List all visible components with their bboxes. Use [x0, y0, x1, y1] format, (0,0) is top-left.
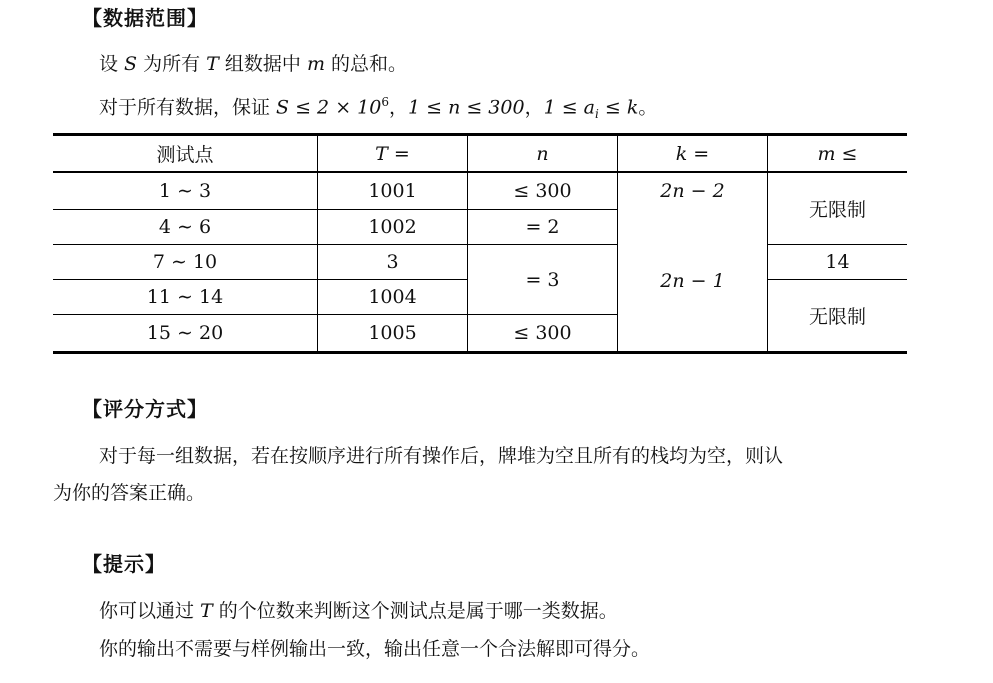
cell-n-2: = 2	[525, 216, 560, 238]
header-tests: 测试点	[156, 144, 214, 166]
cell-n-3-merged: = 3	[525, 268, 560, 291]
hint-line-1: 你可以通过 T 的个位数来判断这个测试点是属于哪一类数据。	[99, 600, 618, 622]
cell-tests-3: 7 ∼ 10	[152, 251, 218, 273]
cell-T-1: 1001	[368, 180, 417, 202]
data-range-line-2: 对于所有数据，保证 $S \le 2 \times 10^6$，1 ≤ n ≤ 300，$1 \le a_i \le k$。	[99, 95, 658, 122]
header-T: T =	[375, 142, 410, 165]
header-k: k =	[675, 142, 710, 165]
header-n: n	[536, 142, 549, 165]
cell-m-2: 14	[825, 251, 850, 273]
cell-m-1-merged: 无限制	[808, 199, 866, 221]
scoring-line-2: 为你的答案正确。	[53, 482, 206, 504]
cell-T-3: 3	[386, 251, 399, 273]
table-bottom-rule	[53, 351, 907, 354]
cell-n-1: ≤ 300	[513, 180, 572, 202]
cell-T-4: 1004	[368, 286, 417, 308]
cell-tests-1: 1 ∼ 3	[158, 180, 212, 202]
cell-tests-2: 4 ∼ 6	[158, 216, 212, 238]
cell-k-2-merged: 2n − 1	[660, 269, 725, 292]
hint-line-2: 你的输出不需要与样例输出一致，输出任意一个合法解即可得分。	[99, 638, 651, 660]
cell-T-5: 1005	[368, 322, 417, 344]
scoring-line-1: 对于每一组数据，若在按顺序进行所有操作后，牌堆为空且所有的栈均为空，则认	[99, 445, 784, 467]
cell-tests-4: 11 ∼ 14	[146, 286, 224, 308]
cell-tests-5: 15 ∼ 20	[146, 322, 224, 344]
cell-m-3-merged: 无限制	[808, 306, 866, 328]
constraints-table	[53, 133, 907, 354]
section-title-scoring: 【评分方式】	[82, 397, 208, 421]
header-m: m ≤	[817, 142, 858, 165]
cell-n-4: ≤ 300	[513, 322, 572, 344]
cell-T-2: 1002	[368, 216, 417, 238]
data-range-line-1: 设 S 为所有 T 组数据中 m 的总和。	[99, 53, 408, 75]
section-title-data-range: 【数据范围】	[82, 6, 208, 30]
cell-k-1: 2n − 2	[660, 180, 725, 202]
section-title-hint: 【提示】	[82, 552, 166, 576]
